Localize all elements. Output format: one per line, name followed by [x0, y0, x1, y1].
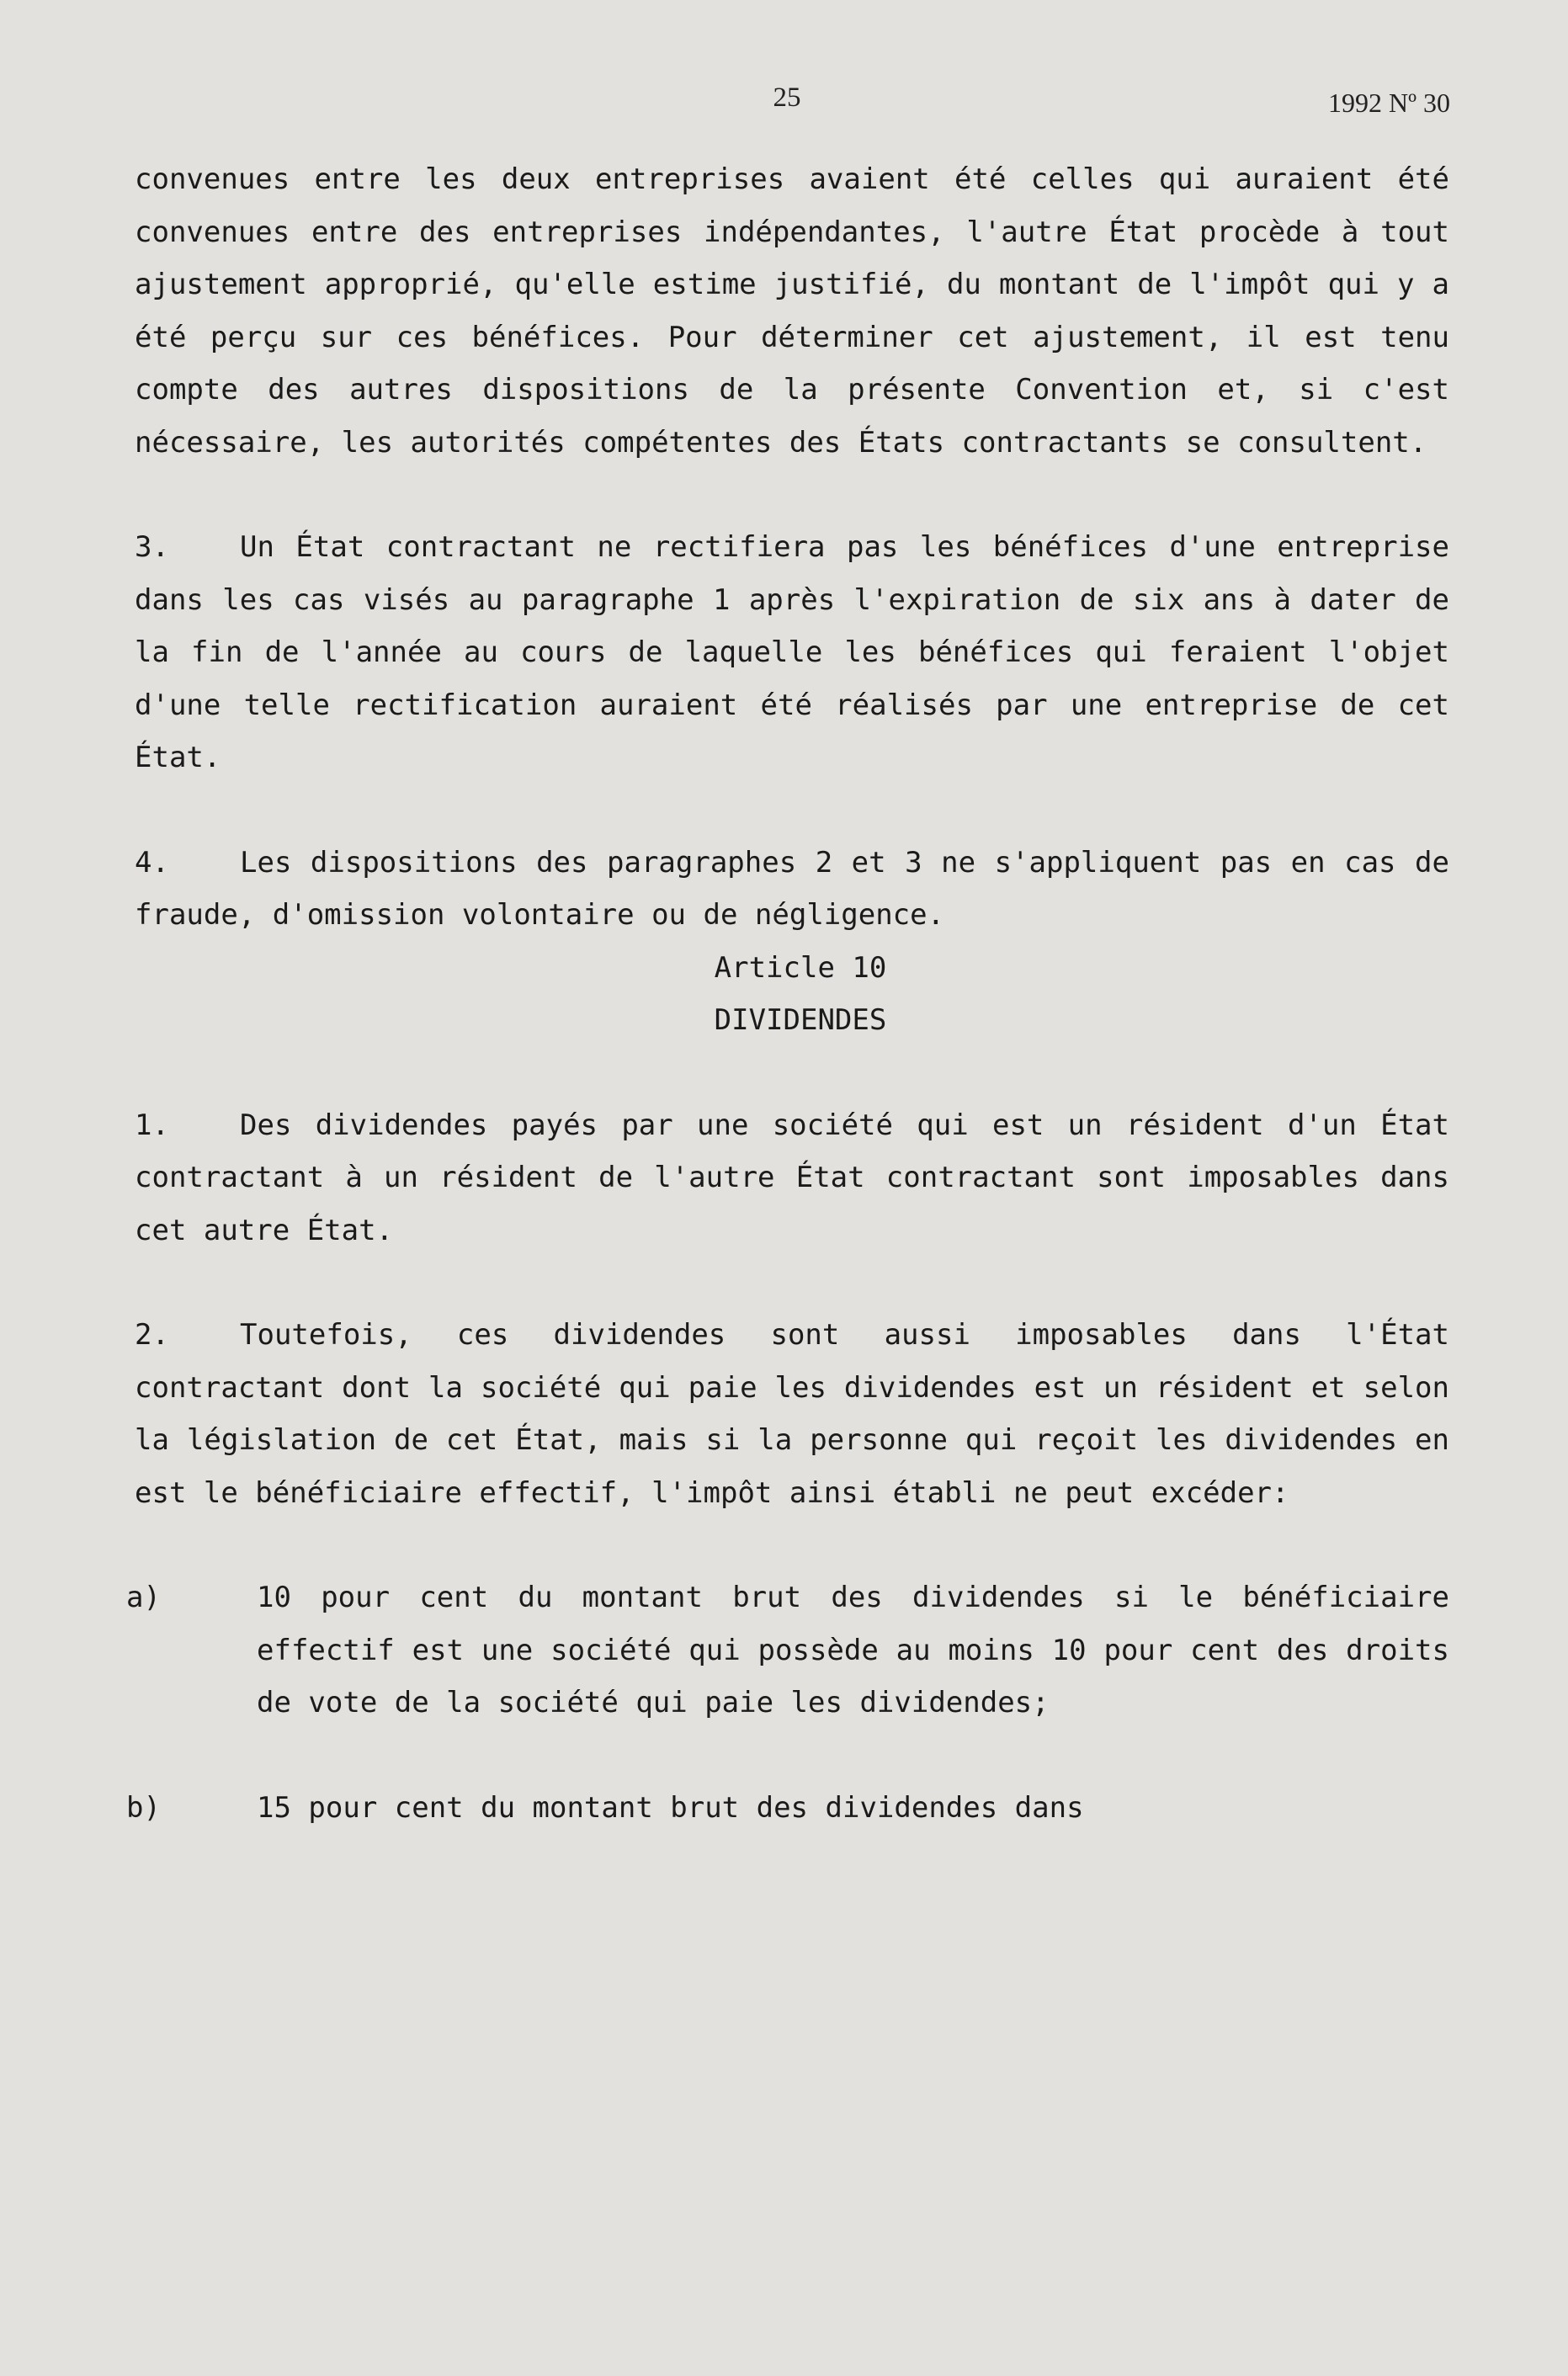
subparagraph-a	[126, 1571, 1449, 1730]
paragraph-number: 1.	[135, 1108, 169, 1142]
paragraph-text: Des dividendes payés par une société qui est un résident d'un État contractant à un résident de l'autre État contractant sont imposables dans cet autre État.	[135, 1108, 1449, 1247]
subparagraph-b	[126, 1782, 1449, 1835]
paragraph-text: Toutefois, ces dividendes sont aussi imposables dans l'État contractant dont la société qui paie les dividendes est un résident et selon la législation de cet État, mais si la personne qui reçoit les dividendes en est le bénéficiaire effectif, l'impôt ainsi établi ne peut excéder:	[135, 1318, 1449, 1510]
paragraph-number: 2.	[135, 1318, 169, 1352]
document-body	[126, 153, 1449, 1834]
article10-paragraph-2	[135, 1309, 1449, 1519]
paragraph-number: 4.	[135, 845, 169, 880]
paragraph-text: Les dispositions des paragraphes 2 et 3 ne s'appliquent pas en cas de fraude, d'omission volontaire ou de négligence.	[135, 845, 1449, 932]
paragraph-3	[135, 521, 1449, 784]
article-title: Article 10	[714, 950, 887, 985]
page-number: 25	[773, 82, 801, 113]
paragraph-continuation: convenues entre les deux entreprises avaient été celles qui auraient été convenues entre des entreprises indépendantes, l'autre État procède à tout ajustement approprié, qu'elle estime justifié, du montant de l'impôt qui y a été perçu sur ces bénéfices. Pour déterminer cet ajustement, il est tenu compte des autres dispositions de la présente Convention et, si c'est nécessaire, les autorités compétentes des États contractants se consultent.	[135, 162, 1449, 460]
paragraph-number: 3.	[135, 530, 169, 564]
paragraph-text: Un État contractant ne rectifiera pas les bénéfices d'une entreprise dans les cas visés au paragraphe 1 après l'expiration de six ans à dater de la fin de l'année au cours de laquelle les bénéfices qui feraient l'objet d'une telle rectification auraient été réalisés par une entreprise de cet État.	[135, 530, 1449, 774]
paragraph-4	[135, 837, 1449, 942]
article-subtitle: DIVIDENDES	[714, 1003, 887, 1037]
subparagraph-text: 10 pour cent du montant brut des dividendes si le bénéficiaire effectif est une société qui possède au moins 10 pour cent des droits de vote de la société qui paie les dividendes;	[257, 1581, 1449, 1720]
subparagraph-letter: b)	[126, 1790, 161, 1825]
article10-paragraph-1	[135, 1099, 1449, 1257]
subparagraph-letter: a)	[126, 1581, 161, 1614]
issue-label: 1992 Nº 30	[1327, 88, 1450, 118]
subparagraph-text: 15 pour cent du montant brut des dividendes dans	[257, 1790, 1084, 1825]
